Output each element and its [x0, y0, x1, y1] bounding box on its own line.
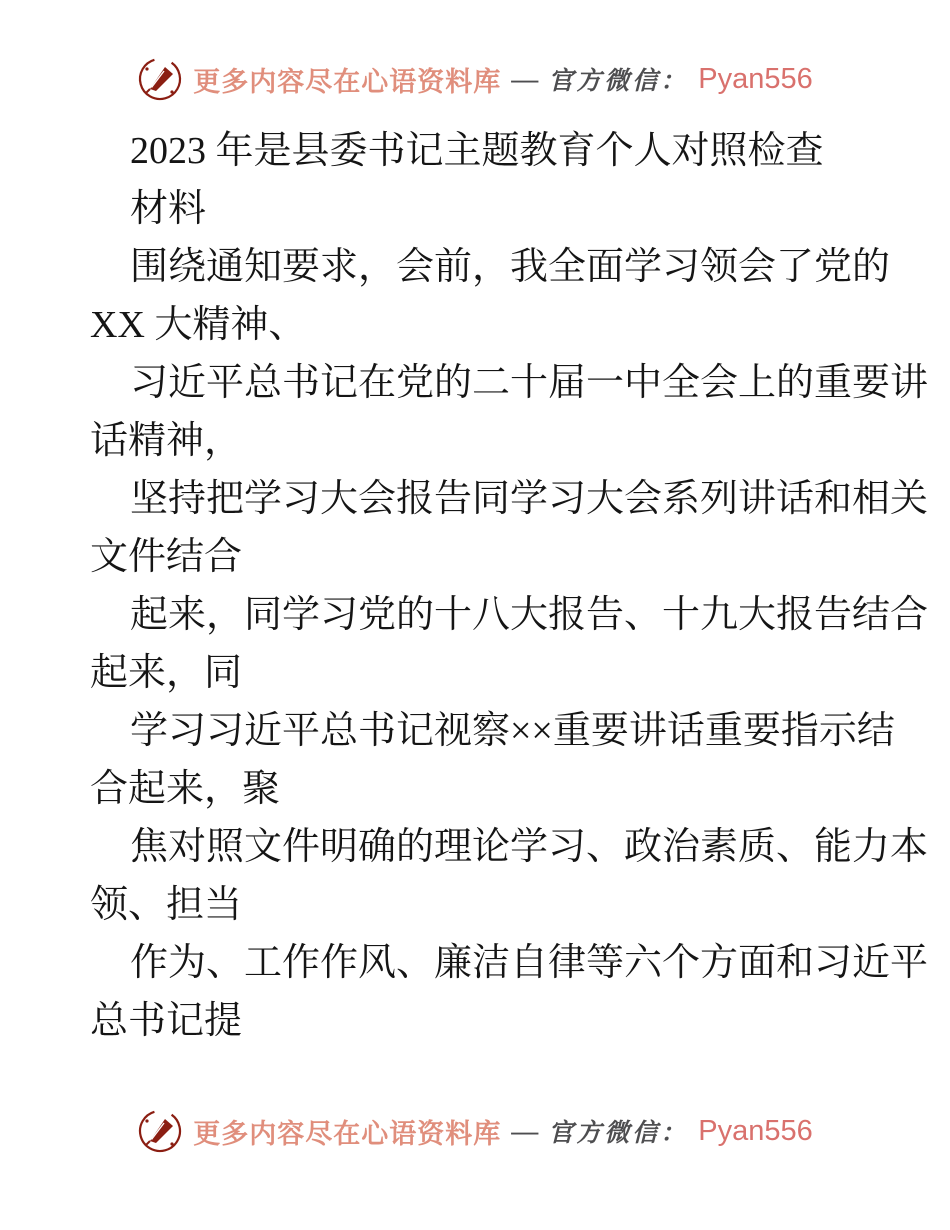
- watermark-separator: —: [511, 63, 539, 94]
- document-line: 领、担当: [90, 884, 243, 926]
- document-line: 焦对照文件明确的理论学习、政治素质、能力本: [130, 826, 929, 868]
- document-line: 起来，同: [90, 652, 243, 694]
- header-watermark: [0, 56, 950, 102]
- document-body: [90, 122, 929, 1050]
- document-line: 文件结合: [90, 536, 243, 578]
- document-line: 围绕通知要求，会前，我全面学习领会了党的: [130, 246, 891, 288]
- watermark-separator: —: [511, 1115, 539, 1146]
- document-line: 2023 年是县委书记主题教育个人对照检查: [130, 130, 824, 172]
- document-line: 合起来，聚: [90, 768, 281, 810]
- document-line: 作为、工作作风、廉洁自律等六个方面和习近平: [130, 942, 929, 984]
- watermark-wechat-label: 官方微信：: [548, 1120, 689, 1147]
- pen-logo-icon: [137, 56, 183, 102]
- document-line: 总书记提: [90, 1000, 243, 1042]
- document-line: 坚持把学习大会报告同学习大会系列讲话和相关: [130, 478, 929, 520]
- document-line: 学习习近平总书记视察××重要讲话重要指示结: [130, 710, 895, 752]
- document-line: 材料: [130, 188, 207, 230]
- footer-watermark: [0, 1108, 950, 1154]
- document-line: XX 大精神、: [90, 304, 307, 346]
- document-line: 起来，同学习党的十八大报告、十九大报告结合: [130, 594, 929, 636]
- document-line: 习近平总书记在党的二十届一中全会上的重要讲: [130, 362, 929, 404]
- watermark-wechat-label: 官方微信：: [548, 68, 689, 95]
- watermark-brand-text: 更多内容尽在心语资料库: [193, 1118, 502, 1149]
- pen-logo-icon: [137, 1108, 183, 1154]
- document-line: 话精神，: [90, 420, 243, 462]
- watermark-wechat-id: Pyan556: [698, 1114, 813, 1147]
- watermark-wechat-id: Pyan556: [698, 62, 813, 95]
- watermark-brand-text: 更多内容尽在心语资料库: [193, 66, 502, 97]
